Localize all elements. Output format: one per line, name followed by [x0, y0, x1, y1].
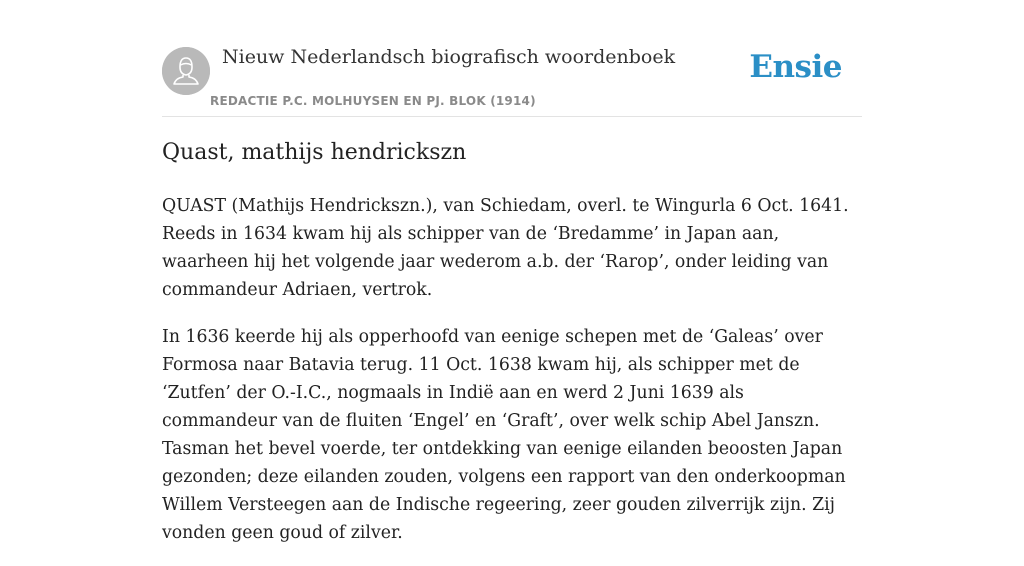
source-header: [162, 40, 862, 117]
article-body: [162, 192, 862, 566]
article-title: Quast, mathijs hendrickszn: [162, 140, 467, 165]
user-silhouette-icon: [162, 47, 210, 95]
book-editors: REDACTIE P.C. MOLHUYSEN EN PJ. BLOK (1914): [210, 94, 536, 108]
article-paragraph: QUAST (Mathijs Hendrickszn.), van Schiedam, overl. te Wingurla 6 Oct. 1641. Reeds in 1634 kwam hij als schipper van de ‘Bredamme’ in Japan aan, waarheen hij het volgende jaar wederom a.b. der ‘Rarop’, onder leiding van commandeur Adriaen, vertrok.: [162, 196, 849, 300]
book-title[interactable]: Nieuw Nederlandsch biografisch woordenboek: [222, 46, 676, 68]
article-paragraph: In 1636 keerde hij als opperhoofd van eenige schepen met de ‘Galeas’ over Formosa naar Batavia terug. 11 Oct. 1638 kwam hij, als schipper met de ‘Zutfen’ der O.-I.C., nogmaals in Indië aan en werd 2 Juni 1639 als commandeur van de fluiten ‘Engel’ en ‘Graft’, over welk schip Abel Janszn. Tasman het bevel voerde, ter ontdekking van eenige eilanden beoosten Japan gezonden; deze eilanden zouden, volgens een rapport van den onderkoopman Willem Versteegen aan de Indische regeering, zeer gouden zilverrijk zijn. Zij vonden geen goud of zilver.: [162, 327, 846, 543]
ensie-logo[interactable]: Ensie: [749, 49, 842, 85]
